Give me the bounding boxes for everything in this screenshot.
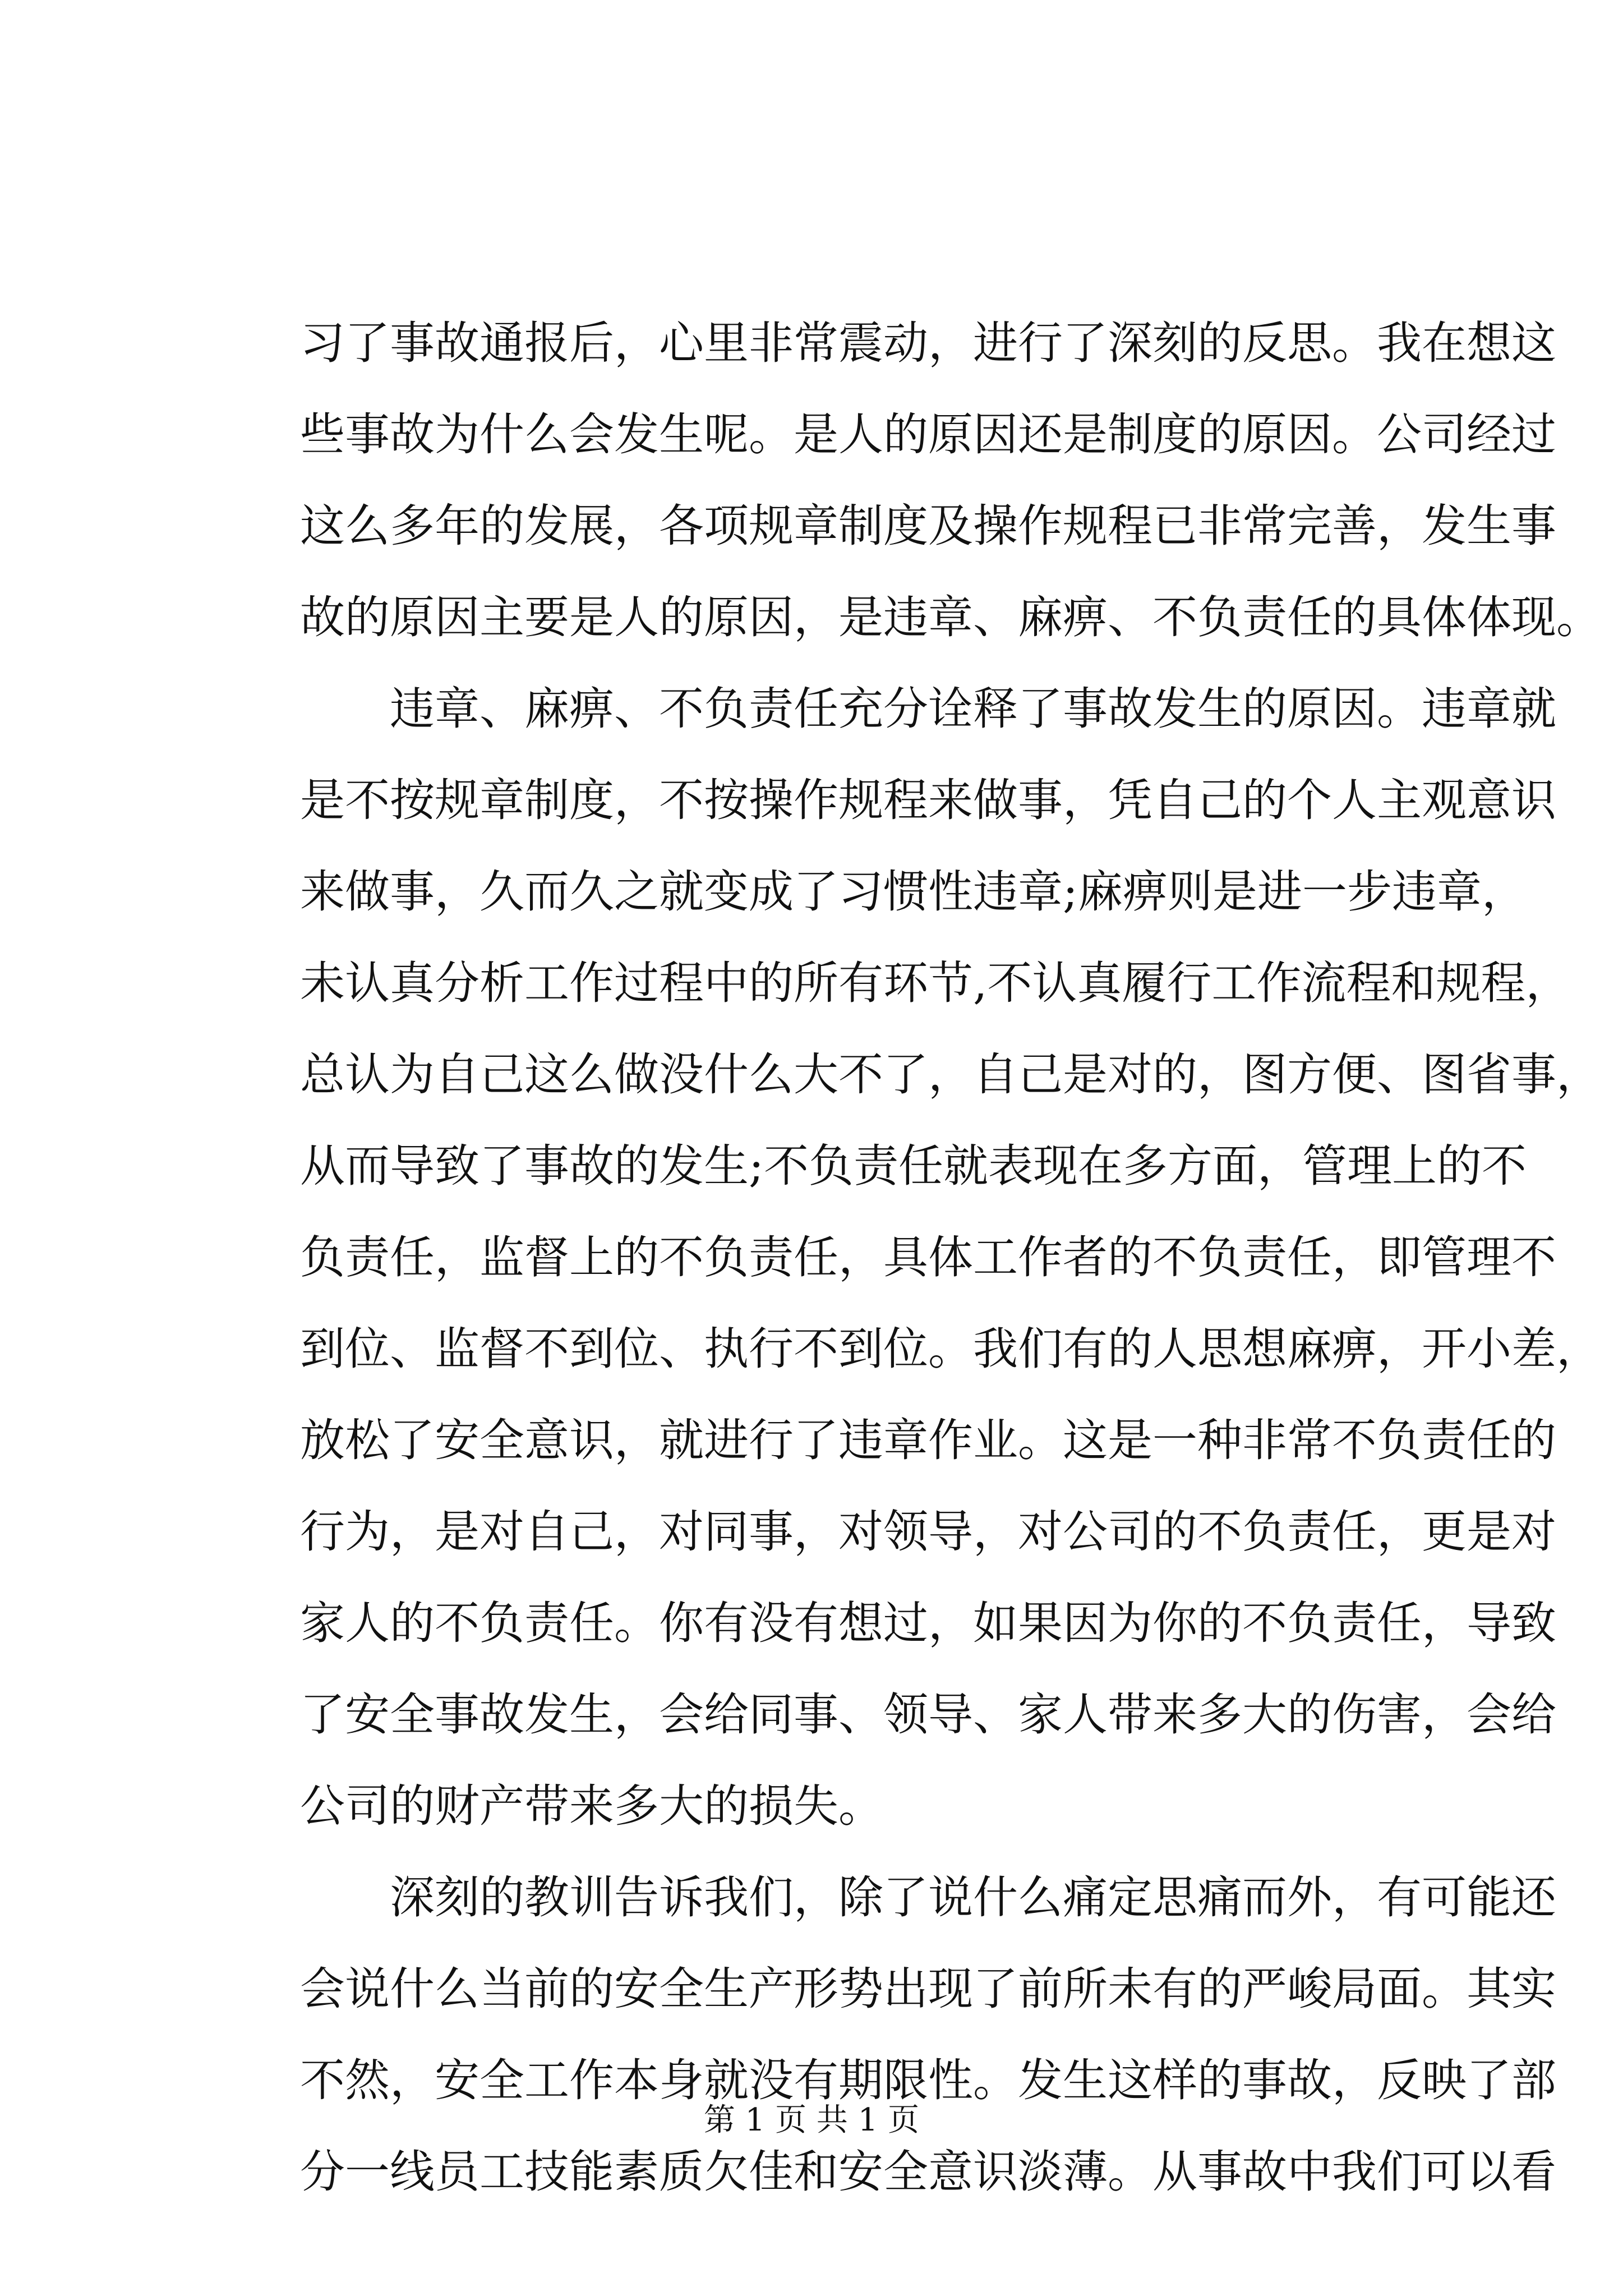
text-line: 些事故为什么会发生呢。是人的原因还是制度的原因。公司经过 [300, 408, 1556, 461]
text-line: 放松了安全意识，就进行了违章作业。这是一种非常不负责任的 [300, 1414, 1556, 1466]
text-line: 了安全事故发生，会给同事、领导、家人带来多大的伤害，会给 [300, 1688, 1556, 1741]
text-line: 深刻的教训告诉我们，除了说什么痛定思痛而外，有可能还 [390, 1871, 1556, 1924]
text-line: 公司的财产带来多大的损失。 [300, 1780, 883, 1832]
text-line: 分一线员工技能素质欠佳和安全意识淡薄。从事故中我们可以看 [300, 2146, 1556, 2198]
text-line: 从而导致了事故的发生;不负责任就表现在多方面，管理上的不 [300, 1140, 1527, 1192]
text-line: 总认为自己这么做没什么大不了，自己是对的，图方便、图省事， [300, 1048, 1601, 1101]
text-line: 行为，是对自己，对同事，对领导，对公司的不负责任，更是对 [300, 1506, 1556, 1558]
page-number-footer: 第 1 页 共 1 页 [703, 2102, 920, 2138]
text-line: 习了事故通报后，心里非常震动，进行了深刻的反思。我在想这 [300, 317, 1556, 369]
text-line: 负责任，监督上的不负责任，具体工作者的不负责任，即管理不 [300, 1231, 1556, 1283]
text-line: 违章、麻痹、不负责任充分诠释了事故发生的原因。违章就 [390, 683, 1556, 735]
text-line: 家人的不负责任。你有没有想过，如果因为你的不负责任，导致 [300, 1597, 1556, 1649]
text-line: 是不按规章制度，不按操作规程来做事，凭自己的个人主观意识 [300, 774, 1556, 826]
text-line: 故的原因主要是人的原因，是违章、麻痹、不负责任的具体体现。 [300, 591, 1601, 643]
document-body [300, 297, 1601, 2217]
text-line: 不然，安全工作本身就没有期限性。发生这样的事故，反映了部 [300, 2054, 1556, 2106]
text-line: 会说什么当前的安全生产形势出现了前所未有的严峻局面。其实 [300, 1963, 1556, 2015]
text-line: 未认真分析工作过程中的所有环节,不认真履行工作流程和规程， [300, 957, 1571, 1009]
text-line: 来做事，久而久之就变成了习惯性违章;麻痹则是进一步违章， [300, 866, 1527, 918]
text-line: 到位、监督不到位、执行不到位。我们有的人思想麻痹，开小差， [300, 1323, 1601, 1375]
text-line: 这么多年的发展，各项规章制度及操作规程已非常完善，发生事 [300, 500, 1556, 552]
